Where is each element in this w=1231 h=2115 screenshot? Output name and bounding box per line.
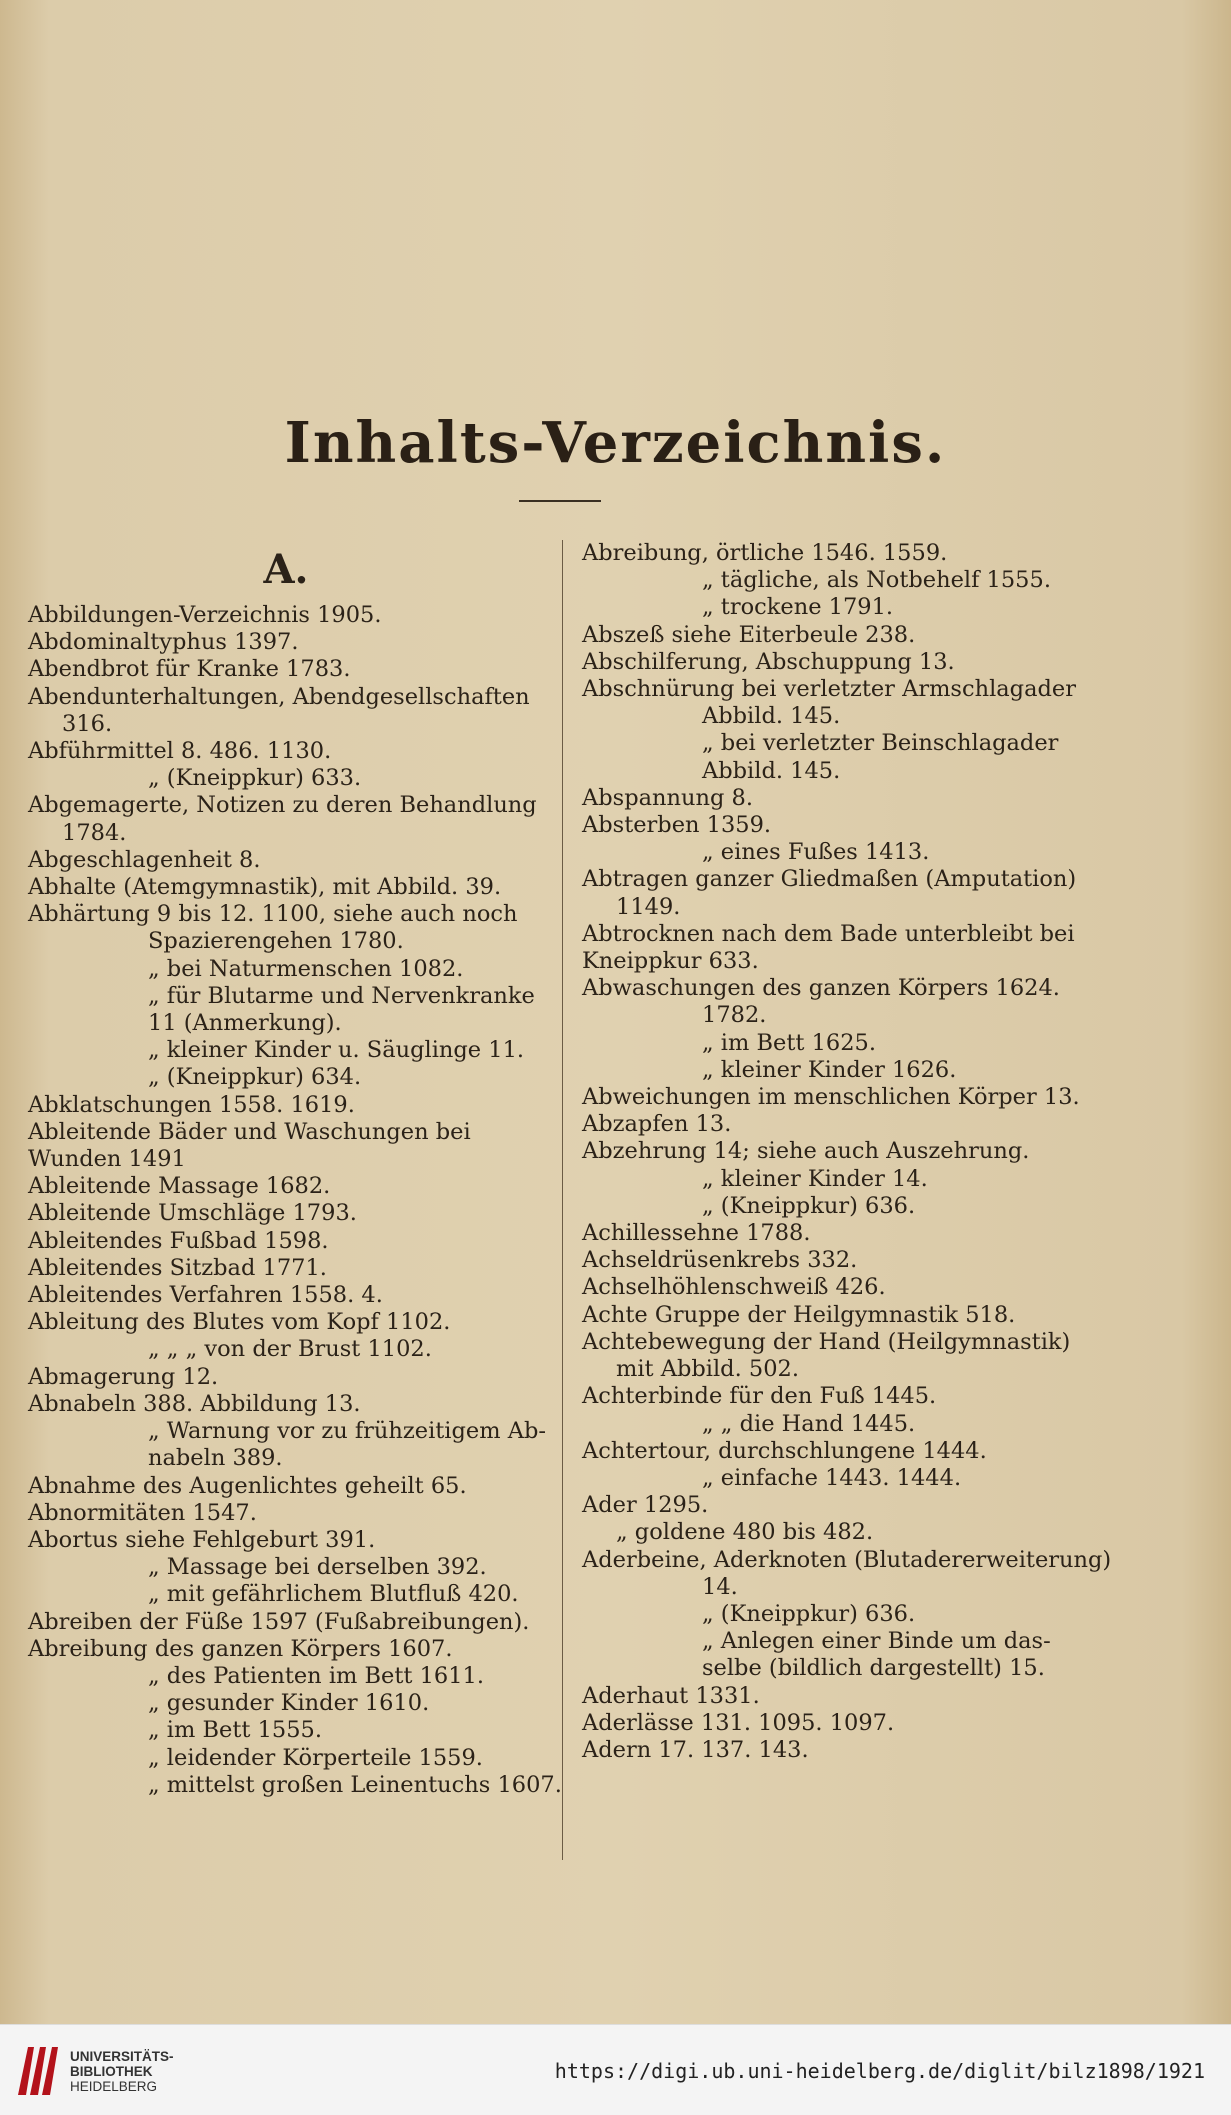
index-entry: Ableitende Umschläge 1793.: [28, 1200, 357, 1227]
column-divider: [562, 540, 563, 1860]
index-entry: mit Abbild. 502.: [616, 1356, 799, 1383]
index-entry: Abbild. 145.: [702, 757, 841, 784]
index-entry: Abdominaltyphus 1397.: [28, 629, 299, 656]
index-entry: „ eines Fußes 1413.: [702, 839, 930, 866]
university-logo-icon: [14, 2043, 62, 2099]
index-entry: Ableitendes Fußbad 1598.: [28, 1227, 329, 1254]
index-entry: Abhalte (Atemgymnastik), mit Abbild. 39.: [28, 874, 502, 901]
index-entry: „ trockene 1791.: [702, 594, 894, 621]
index-entry: „ kleiner Kinder u. Säuglinge 11.: [148, 1037, 525, 1064]
index-entry: Abmagerung 12.: [28, 1363, 219, 1390]
index-entry: „ mittelst großen Leinentuchs 1607.: [148, 1771, 562, 1798]
index-entry: Achterbinde für den Fuß 1445.: [582, 1383, 937, 1410]
index-entry: „ Massage bei derselben 392.: [148, 1554, 487, 1581]
index-entry: Spazierengehen 1780.: [148, 928, 404, 955]
index-entry: „ des Patienten im Bett 1611.: [148, 1662, 484, 1689]
permalink-url[interactable]: https://digi.ub.uni-heidelberg.de/diglit/bilz1898/1921: [554, 2059, 1205, 2083]
library-name-line: UNIVERSITÄTS-: [70, 2049, 174, 2064]
index-entry: „ einfache 1443. 1444.: [702, 1464, 962, 1491]
index-entry: „ bei verletzter Beinschlagader: [702, 730, 1059, 757]
index-entry: Abbild. 145.: [702, 703, 841, 730]
index-entry: „ gesunder Kinder 1610.: [148, 1690, 430, 1717]
index-entry: selbe (bildlich dargestellt) 15.: [702, 1655, 1045, 1682]
index-entry: „ (Kneippkur) 633.: [148, 765, 362, 792]
index-entry: Abwaschungen des ganzen Körpers 1624.: [582, 975, 1060, 1002]
index-entry: Aderhaut 1331.: [582, 1682, 760, 1709]
index-entry: Achtebewegung der Hand (Heilgymnastik): [582, 1328, 1071, 1355]
left-entry-list: [28, 602, 562, 1799]
index-entry: Abgemagerte, Notizen zu deren Behandlung: [28, 792, 537, 819]
index-entry: Abtrocknen nach dem Bade unterbleibt bei: [582, 920, 1075, 947]
index-entry: Abzapfen 13.: [582, 1111, 732, 1138]
index-entry: 1784.: [62, 819, 127, 846]
index-entry: Abweichungen im menschlichen Körper 13.: [582, 1084, 1080, 1111]
index-entry: „ „ die Hand 1445.: [702, 1410, 916, 1437]
index-entry: Abgeschlagenheit 8.: [28, 846, 261, 873]
index-entry: 14.: [702, 1573, 738, 1600]
library-name-line: BIBLIOTHEK: [70, 2064, 153, 2079]
index-entry: „ Warnung vor zu frühzeitigem Ab-: [148, 1418, 546, 1445]
index-entry: Kneippkur 633.: [582, 948, 759, 975]
index-entry: „ (Kneippkur) 636.: [702, 1600, 916, 1627]
library-name-line: HEIDELBERG: [70, 2079, 158, 2094]
index-entry: „ im Bett 1625.: [702, 1029, 876, 1056]
index-entry: Abnabeln 388. Abbildung 13.: [28, 1390, 361, 1417]
index-entry: Abführmittel 8. 486. 1130.: [28, 738, 332, 765]
index-entry: Abnormitäten 1547.: [28, 1499, 257, 1526]
index-entry: Abtragen ganzer Gliedmaßen (Amputation): [582, 866, 1077, 893]
index-entry: Abklatschungen 1558. 1619.: [28, 1091, 355, 1118]
index-entry: „ „ „ von der Brust 1102.: [148, 1336, 432, 1363]
index-entry: 316.: [62, 710, 113, 737]
index-entry: Aderlässe 131. 1095. 1097.: [582, 1709, 895, 1736]
index-entry: 11 (Anmerkung).: [148, 1010, 342, 1037]
index-entry: Abreibung, örtliche 1546. 1559.: [582, 540, 948, 566]
index-entry: Achseldrüsenkrebs 332.: [582, 1247, 858, 1274]
index-entry: Abschilferung, Abschuppung 13.: [582, 648, 955, 675]
index-entry: 1782.: [702, 1002, 767, 1029]
index-entry: „ goldene 480 bis 482.: [616, 1519, 874, 1546]
title-divider: [519, 500, 601, 502]
index-entry: Adern 17. 137. 143.: [582, 1736, 809, 1763]
index-entry: Abzehrung 14; siehe auch Auszehrung.: [582, 1138, 1030, 1165]
index-entry: Ableitung des Blutes vom Kopf 1102.: [28, 1309, 451, 1336]
index-entry: Abreibung des ganzen Körpers 1607.: [28, 1635, 453, 1662]
index-entry: Wunden 1491: [28, 1146, 186, 1173]
index-entry: „ kleiner Kinder 1626.: [702, 1056, 957, 1083]
index-entry: nabeln 389.: [148, 1445, 283, 1472]
index-entry: „ (Kneippkur) 634.: [148, 1064, 362, 1091]
index-entry: Abendbrot für Kranke 1783.: [28, 656, 351, 683]
index-entry: Abbildungen-Verzeichnis 1905.: [28, 602, 382, 628]
left-column: [28, 540, 562, 1799]
index-entry: „ für Blutarme und Nervenkranke: [148, 982, 535, 1009]
viewer-footer: [0, 2024, 1231, 2115]
index-entry: Achte Gruppe der Heilgymnastik 518.: [582, 1301, 1016, 1328]
index-entry: Aderbeine, Aderknoten (Blutadererweiterung): [582, 1546, 1112, 1573]
index-entry: Abnahme des Augenlichtes geheilt 65.: [28, 1472, 467, 1499]
right-column: [582, 540, 1112, 1764]
index-entry: „ kleiner Kinder 14.: [702, 1165, 928, 1192]
index-entry: „ Anlegen einer Binde um das-: [702, 1628, 1051, 1655]
index-entry: Ableitendes Verfahren 1558. 4.: [28, 1282, 383, 1309]
index-entry: „ leidender Körperteile 1559.: [148, 1744, 483, 1771]
index-entry: Abendunterhaltungen, Abendgesellschaften: [28, 683, 530, 710]
right-entry-list: [582, 540, 1112, 1764]
index-entry: Ableitende Massage 1682.: [28, 1173, 331, 1200]
section-letter: A.: [263, 546, 309, 593]
index-entry: Absterben 1359.: [582, 812, 772, 839]
index-entry: Abschnürung bei verletzter Armschlagader: [582, 676, 1076, 703]
index-entry: Ableitende Bäder und Waschungen bei: [28, 1118, 471, 1145]
index-entry: Abreiben der Füße 1597 (Fußabreibungen).: [28, 1608, 530, 1635]
index-entry: Abortus siehe Fehlgeburt 391.: [28, 1526, 376, 1553]
index-entry: Achselhöhlenschweiß 426.: [582, 1274, 886, 1301]
index-entry: Achtertour, durchschlungene 1444.: [582, 1437, 987, 1464]
index-entry: Abszeß siehe Eiterbeule 238.: [582, 621, 916, 648]
library-name: [70, 2049, 174, 2094]
page-title: Inhalts-Verzeichnis.: [284, 410, 947, 476]
index-entry: „ bei Naturmenschen 1082.: [148, 955, 464, 982]
index-entry: „ im Bett 1555.: [148, 1717, 322, 1744]
index-entry: „ tägliche, als Notbehelf 1555.: [702, 567, 1051, 594]
index-entry: Ableitendes Sitzbad 1771.: [28, 1254, 327, 1281]
index-entry: Ader 1295.: [582, 1492, 709, 1519]
index-entry: 1149.: [616, 893, 681, 920]
index-entry: Abspannung 8.: [582, 784, 754, 811]
index-entry: „ (Kneippkur) 636.: [702, 1192, 916, 1219]
index-entry: Abhärtung 9 bis 12. 1100, siehe auch noch: [28, 901, 518, 928]
index-entry: Achillessehne 1788.: [582, 1220, 811, 1247]
index-entry: „ mit gefährlichem Blutfluß 420.: [148, 1581, 519, 1608]
